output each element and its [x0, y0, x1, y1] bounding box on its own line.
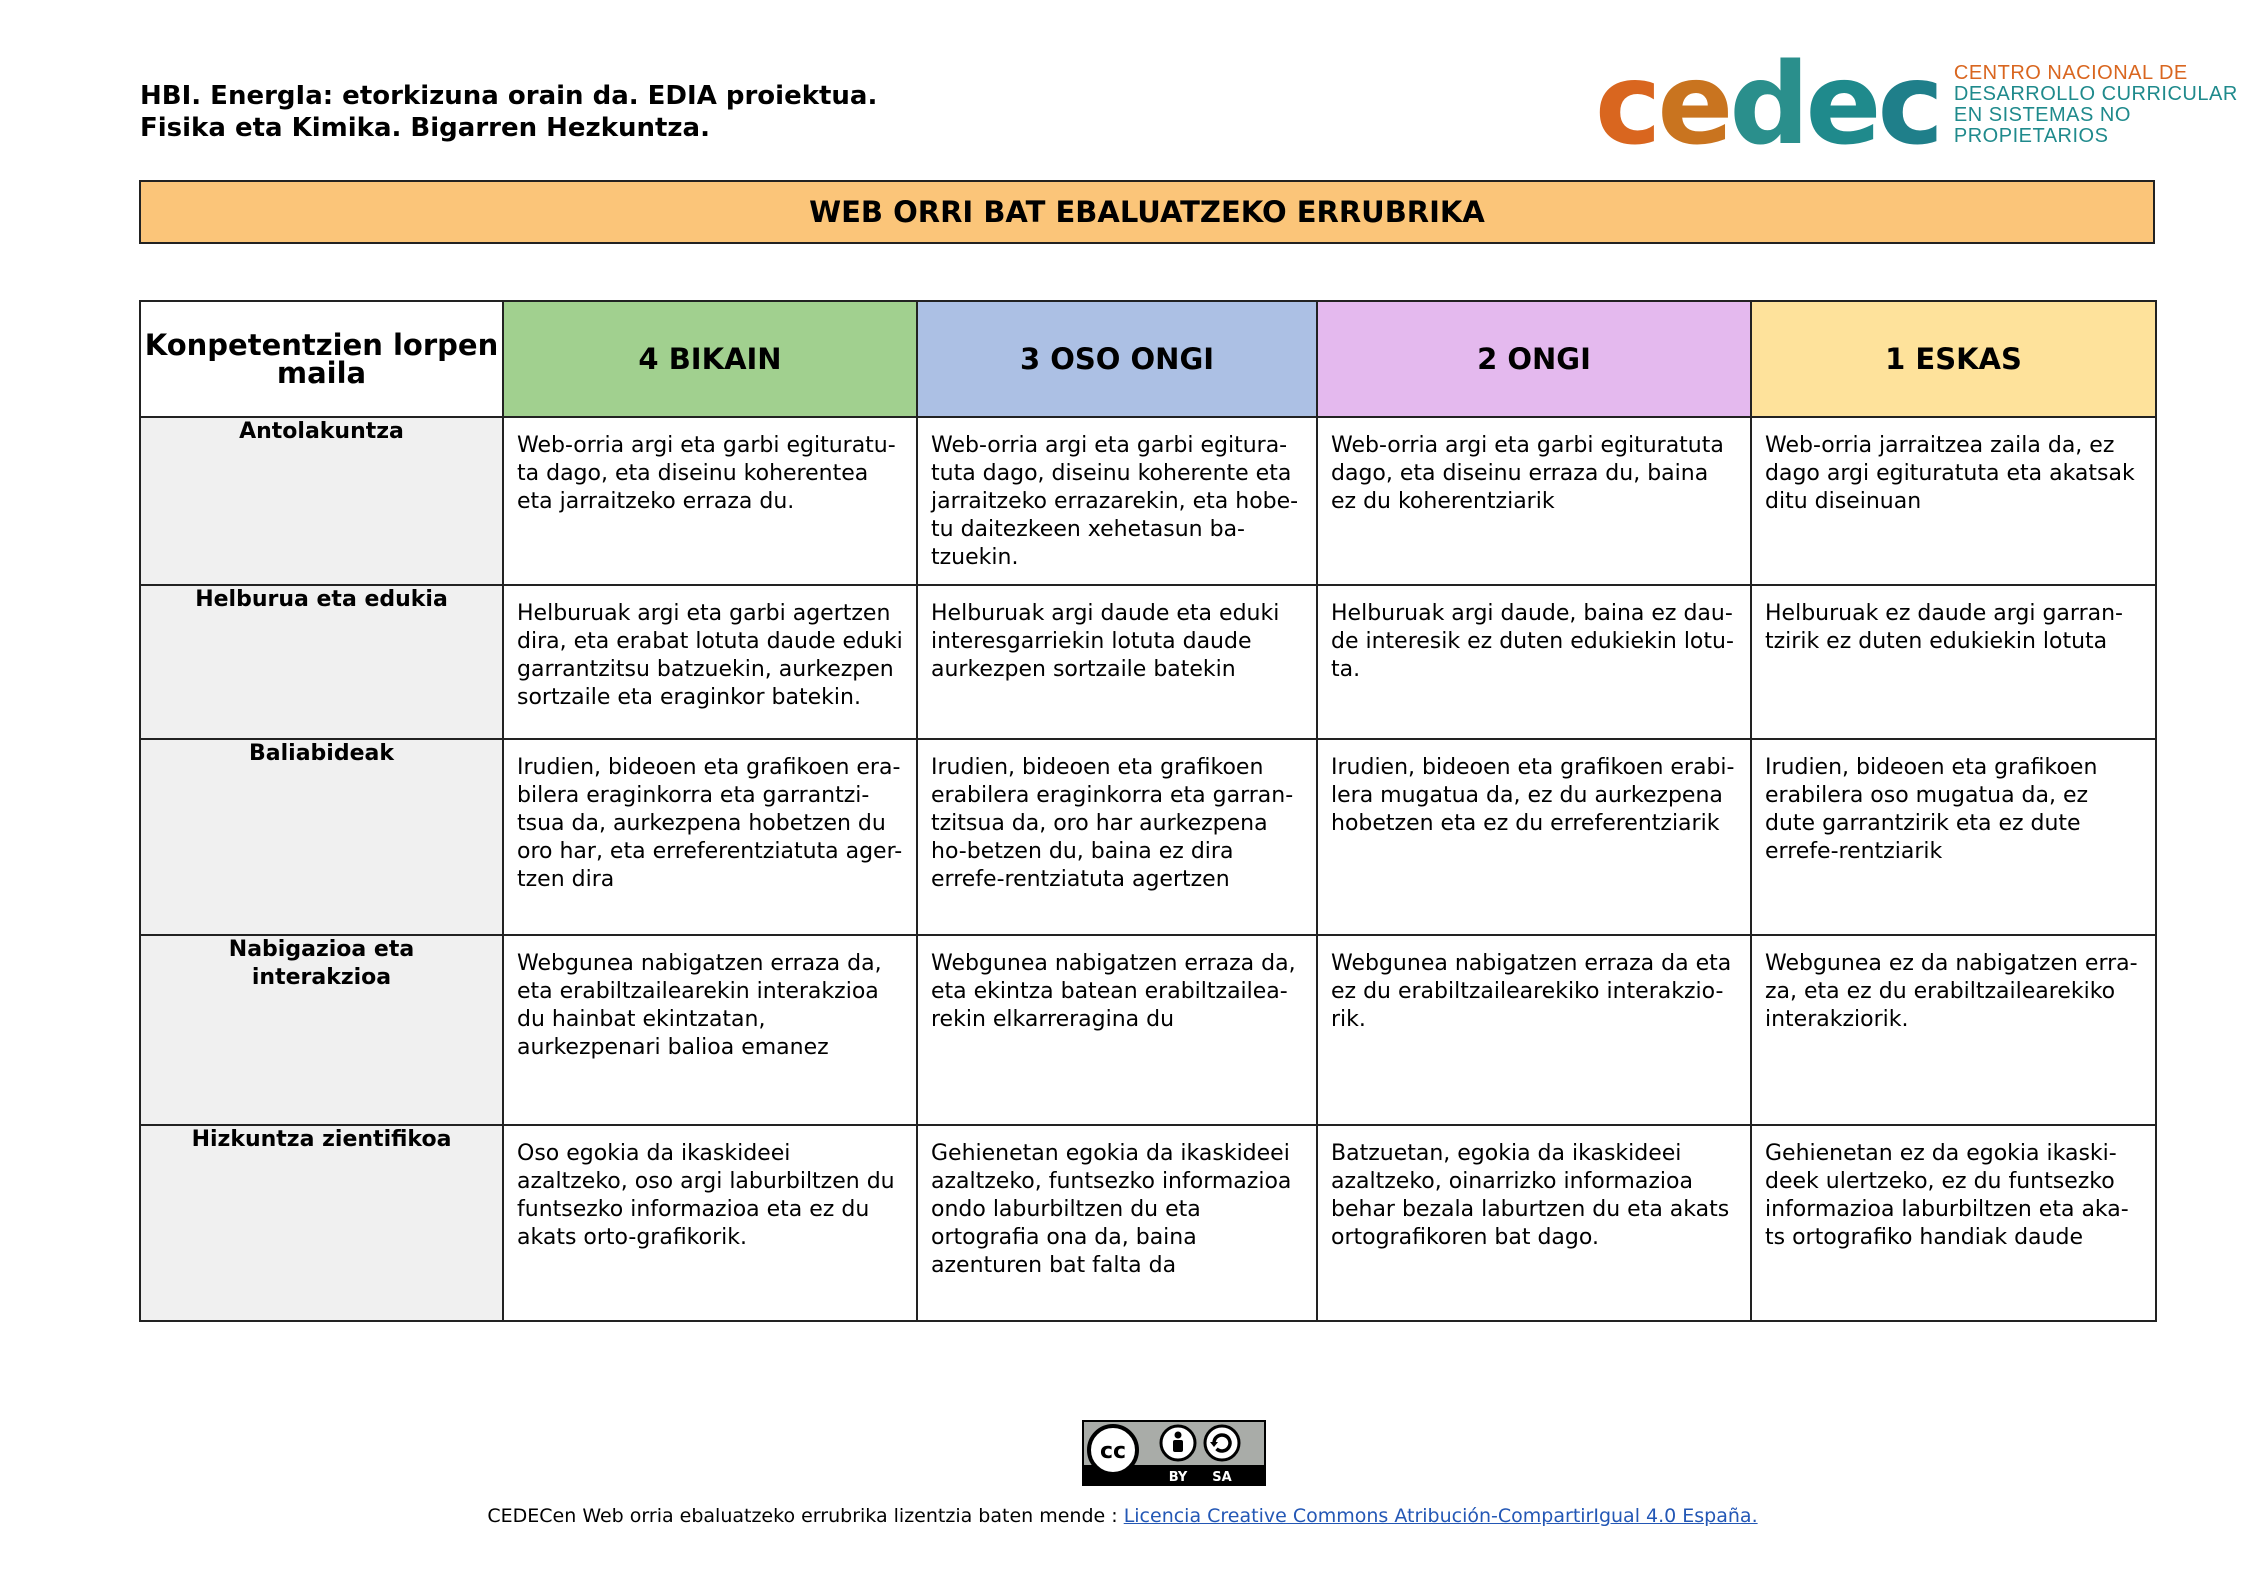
table-cell: Web-orria argi eta garbi egitura-tuta dago, diseinu koherente eta jarraitzeko errazarekin, eta hobe-tu daitezkeen xehetasun ba-tzuekin.: [917, 417, 1317, 585]
table-cell: Webgunea nabigatzen erraza da eta ez du erabiltzailearekiko interakzio-rik.: [1317, 935, 1751, 1125]
row-label: Baliabideak: [140, 739, 503, 935]
row-label: Nabigazioa eta interakzioa: [140, 935, 503, 1125]
logo-wordmark: cedec: [1595, 40, 1940, 170]
header-level-2: 2 ONGI: [1317, 301, 1751, 417]
table-row: [140, 1125, 2156, 1321]
table-cell: Helburuak ez daude argi garran-tzirik ez duten edukiekin lotuta: [1751, 585, 2156, 739]
header-line-1: HBI. EnergIa: etorkizuna orain da. EDIA proiektua.: [140, 81, 878, 111]
table-row: [140, 739, 2156, 935]
license-text: CEDECen Web orria ebaluatzeko errubrika lizentzia baten mende :: [487, 1505, 1118, 1527]
header-line-2: Fisika eta Kimika. Bigarren Hezkuntza.: [140, 113, 710, 143]
table-cell: Irudien, bideoen eta grafikoen era-bilera eraginkorra eta garrantzi-tsua da, aurkezpena hobetzen du oro har, eta erreferentziatuta ager-tzen dira: [503, 739, 917, 935]
license-link[interactable]: Licencia Creative Commons Atribución-CompartirIgual 4.0 España.: [1123, 1505, 1758, 1527]
cc-by-sa-badge[interactable]: [1082, 1420, 1266, 1490]
row-label: Hizkuntza zientifikoa: [140, 1125, 503, 1321]
table-cell: Irudien, bideoen eta grafikoen erabilera eraginkorra eta garran-tzitsua da, oro har aurkezpena ho-betzen du, baina ez dira errefe-rentziatuta agertzen: [917, 739, 1317, 935]
table-cell: Helburuak argi eta garbi agertzen dira, eta erabat lotuta daude eduki garrantzitsu batzuekin, aurkezpen sortzaile eta eraginkor batekin.: [503, 585, 917, 739]
table-cell: Webgunea nabigatzen erraza da, eta ekintza batean erabiltzailea-rekin elkarreragina du: [917, 935, 1317, 1125]
table-row: [140, 585, 2156, 739]
header-level-4: 4 BIKAIN: [503, 301, 917, 417]
logo-subtitle: CENTRO NACIONAL DE DESARROLLO CURRICULAR EN SISTEMAS NO PROPIETARIOS: [1953, 62, 2238, 147]
table-row: [140, 417, 2156, 585]
table-cell: Web-orria argi eta garbi egituratuta dago, eta diseinu erraza du, baina ez du koherentziarik: [1317, 417, 1751, 585]
table-cell: Irudien, bideoen eta grafikoen erabi-lera mugatua da, ez du aurkezpena hobetzen eta ez du erreferentziarik: [1317, 739, 1751, 935]
table-cell: Web-orria argi eta garbi egituratu-ta dago, eta diseinu koherentea eta jarraitzeko erraza du.: [503, 417, 917, 585]
svg-text:cc: cc: [1099, 1439, 1127, 1464]
table-cell: Gehienetan ez da egokia ikaski-deek ulertzeko, ez du funtsezko informazioa laburbiltzen eta aka-ts ortografiko handiak daude: [1751, 1125, 2156, 1321]
header-competence-level: Konpetentzien lorpen maila: [140, 301, 503, 417]
row-label: Helburua eta edukia: [140, 585, 503, 739]
license-footer: [0, 1505, 2245, 1527]
table-cell: Webgunea ez da nabigatzen erra-za, eta ez du erabiltzailearekiko interakziorik.: [1751, 935, 2156, 1125]
table-header-row: [140, 301, 2156, 417]
header-level-3: 3 OSO ONGI: [917, 301, 1317, 417]
table-cell: Gehienetan egokia da ikaskideei azaltzeko, funtsezko informazioa ondo laburbiltzen du eta ortografia ona da, baina azenturen bat falta da: [917, 1125, 1317, 1321]
rubric-title: WEB ORRI BAT EBALUATZEKO ERRUBRIKA: [139, 180, 2155, 244]
row-label: Antolakuntza: [140, 417, 503, 585]
sa-icon: [1205, 1426, 1239, 1460]
document-header: [140, 80, 877, 144]
cedec-logo: [1595, 40, 2245, 170]
table-cell: Batzuetan, egokia da ikaskideei azaltzeko, oinarrizko informazioa behar bezala laburtzen du eta akats ortografikoren bat dago.: [1317, 1125, 1751, 1321]
table-cell: Helburuak argi daude eta eduki interesgarriekin lotuta daude aurkezpen sortzaile batekin: [917, 585, 1317, 739]
table-row: [140, 935, 2156, 1125]
table-cell: Helburuak argi daude, baina ez dau-de interesik ez duten edukiekin lotu-ta.: [1317, 585, 1751, 739]
header-level-1: 1 ESKAS: [1751, 301, 2156, 417]
table-cell: Webgunea nabigatzen erraza da, eta erabiltzailearekin interakzioa du hainbat ekintzatan, aurkezpenari balioa emanez: [503, 935, 917, 1125]
rubric-table: [139, 300, 2157, 1322]
svg-text:BY: BY: [1168, 1470, 1188, 1485]
svg-text:SA: SA: [1212, 1470, 1232, 1485]
table-cell: Oso egokia da ikaskideei azaltzeko, oso argi laburbiltzen du funtsezko informazioa eta ez du akats orto-grafikorik.: [503, 1125, 917, 1321]
table-cell: Irudien, bideoen eta grafikoen erabilera oso mugatua da, ez dute garrantzirik eta ez dute errefe-rentziarik: [1751, 739, 2156, 935]
table-cell: Web-orria jarraitzea zaila da, ez dago argi egituratuta eta akatsak ditu diseinuan: [1751, 417, 2156, 585]
